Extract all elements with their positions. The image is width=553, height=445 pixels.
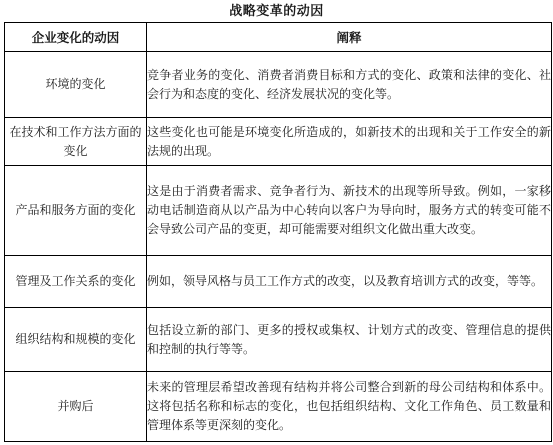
table-row xyxy=(5,52,552,118)
cause-cell: 产品和服务方面的变化 xyxy=(5,166,147,256)
explanation-cell: 这些变化也可能是环境变化所造成的，如新技术的出现和关于工作安全的新法规的出现。 xyxy=(147,118,552,166)
table-row xyxy=(5,118,552,166)
explanation-cell: 这是由于消费者需求、竞争者行为、新技术的出现等所导致。例如，一家移动电话制造商从以产品为中心转向以客户为导向时，服务方式的转变可能不会导致公司产品的变更，却可能需要对组织文化做出重大改变。 xyxy=(147,166,552,256)
cause-cell: 组织结构和规模的变化 xyxy=(5,308,147,372)
explanation-cell: 未来的管理层希望改善现有结构并将公司整合到新的母公司结构和体系中。这将包括名称和标志的变化，也包括组织结构、文化工作角色、员工数量和管理体系等更深刻的变化。 xyxy=(147,372,552,442)
table-header-row xyxy=(5,23,552,52)
explanation-cell: 竞争者业务的变化、消费者消费目标和方式的变化、政策和法律的变化、社会行为和态度的变化、经济发展状况的变化等。 xyxy=(147,52,552,118)
table-row xyxy=(5,256,552,308)
cause-cell: 在技术和工作方法方面的变化 xyxy=(5,118,147,166)
page-title: 战略变革的动因 xyxy=(229,4,324,19)
table-row xyxy=(5,166,552,256)
header-cause: 企业变化的动因 xyxy=(5,23,147,52)
explanation-cell: 例如，领导风格与员工工作方式的改变，以及教育培训方式的改变，等等。 xyxy=(147,256,552,308)
cause-cell: 并购后 xyxy=(5,372,147,442)
explanation-cell: 包括设立新的部门、更多的授权或集权、计划方式的改变、管理信息的提供和控制的执行等等。 xyxy=(147,308,552,372)
table-row xyxy=(5,308,552,372)
drivers-table xyxy=(4,22,552,442)
table-row xyxy=(5,372,552,442)
cause-cell: 环境的变化 xyxy=(5,52,147,118)
cause-cell: 管理及工作关系的变化 xyxy=(5,256,147,308)
header-explanation: 阐释 xyxy=(147,23,552,52)
